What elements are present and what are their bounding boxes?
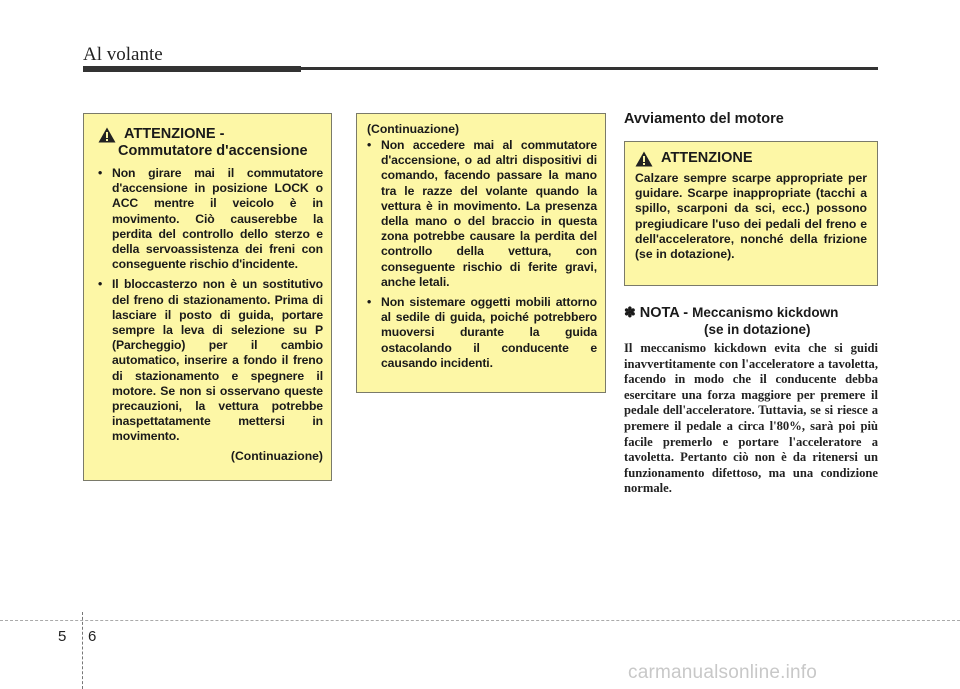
list-item: • Non girare mai il commutatore d'accensione in posizione LOCK o ACC mentre il veicolo è in movimento. Ciò causerebbe la perdita del controllo dello sterzo e della servoassistenza dei freni con conseguente rischio d'incidente. — [98, 166, 323, 272]
footer-rule — [0, 620, 960, 621]
warning-triangle-icon — [98, 127, 116, 143]
warning-triangle-icon — [635, 151, 653, 167]
header-rule-accent — [83, 66, 301, 72]
list-item: • Il bloccasterzo non è un sostitutivo del freno di stazionamento. Prima di lasciare il posto di guida, portare sempre la leva di selezione su P (Parcheggio) per il cambio automatico, inserire a fondo il freno di stazionamento e spegnere il motore. Se non si osservano queste precauzioni, la vettura potrebbe inaspettatamente mettersi in movimento. — [98, 277, 323, 444]
section-title: Avviamento del motore — [624, 111, 784, 127]
warning-subtitle: Commutatore d'accensione — [118, 143, 308, 159]
note-body: Il meccanismo kickdown evita che si guidi inavvertitamente con l'acceleratore a tavoletta, facendo in modo che il conducente debba esercitare una forza maggiore per premere il pedale dell'acceleratore. Tuttavia, se si riesce a premere il pedale a circa l'80%, sarà poi più facile premerlo e portare l'acceleratore a tavoletta. Pertanto ciò non è da ritenersi un funzionamento difettoso, ma una condizione normale. — [624, 341, 878, 496]
watermark-text: carmanualsonline.info — [628, 662, 818, 683]
warning-box-header — [98, 126, 323, 143]
warning-box-continued — [356, 113, 606, 393]
continuation-label: (Continuazione) — [367, 122, 460, 136]
warning-box-ignition — [83, 113, 332, 481]
note-title: Meccanismo kickdown — [692, 305, 839, 320]
warning-title: ATTENZIONE - — [124, 126, 225, 142]
list-item: • Non sistemare oggetti mobili attorno al sedile di guida, poiché potrebbero muoversi durante la guida ostacolando il conducente e causando incidenti. — [367, 295, 597, 371]
note-heading — [624, 304, 878, 338]
warning-list — [98, 166, 323, 445]
warning-box-shoes — [624, 141, 878, 286]
note-keyword: NOTA - — [639, 305, 689, 321]
page-header-title: Al volante — [83, 44, 163, 65]
warning-title: ATTENZIONE — [661, 150, 753, 166]
continuation-label: (Continuazione) — [230, 448, 323, 463]
note-title-line2: (se in dotazione) — [704, 322, 811, 337]
footer-divider — [82, 612, 83, 689]
warning-box-header — [635, 150, 867, 167]
page-number: 6 — [88, 628, 97, 645]
list-item: • Non accedere mai al commutatore d'accensione, o ad altri dispositivi di comando, facendo passare la mano tra le razze del volante quando la vettura è in movimento. La presenza della mano o del braccio in questa zona potrebbe causare la perdita del controllo della vettura, con conseguente rischio di ferite gravi, anche letali. — [367, 138, 597, 290]
chapter-number: 5 — [58, 628, 67, 645]
note-symbol: ✽ — [624, 304, 636, 320]
warning-text: Calzare sempre scarpe appropriate per guidare. Scarpe inappropriate (tacchi a spillo, scarponi da sci, ecc.) possono pregiudicare l'uso dei pedali del freno e dell'acceleratore, nonché della frizione (se in dotazione). — [635, 171, 867, 262]
warning-list — [367, 138, 597, 371]
